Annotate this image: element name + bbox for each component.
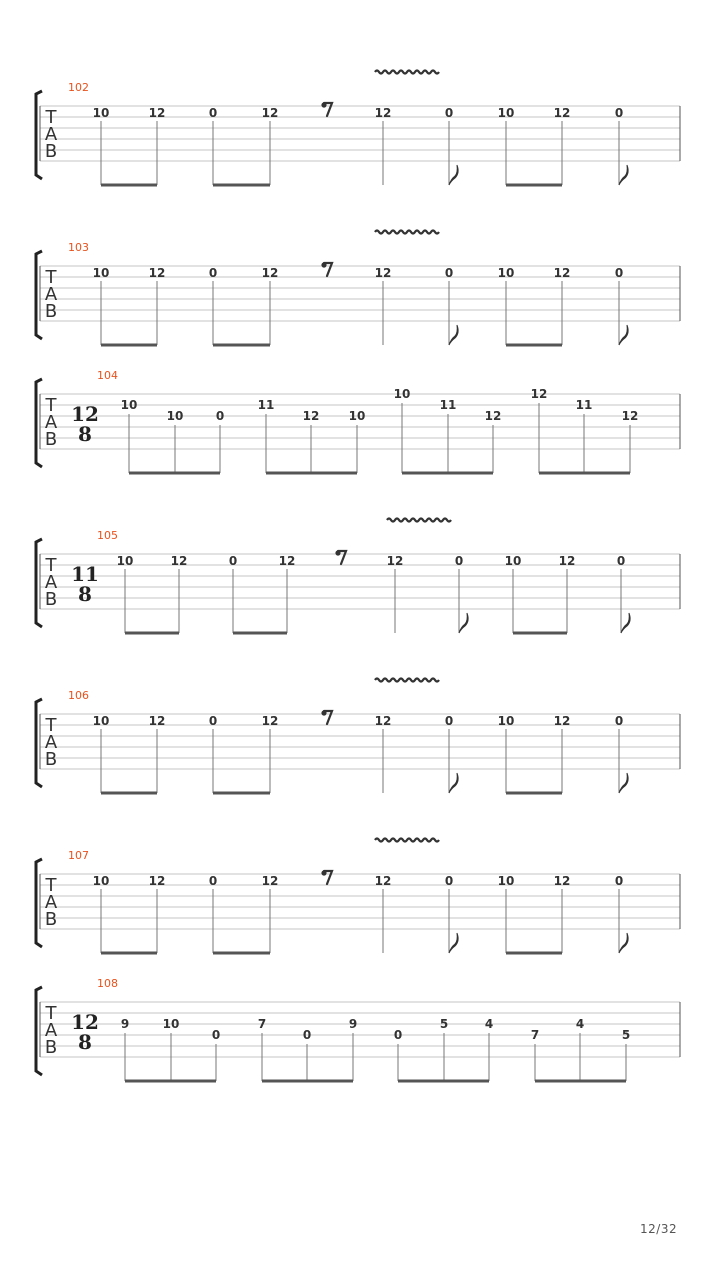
fret-number: 12 xyxy=(621,409,639,423)
note-flag xyxy=(459,613,468,633)
fret-number: 12 xyxy=(148,874,166,888)
fret-number: 0 xyxy=(614,714,624,728)
eighth-rest-dot xyxy=(321,870,326,875)
tab-clef-letter: A xyxy=(44,284,58,305)
tab-clef-letter: T xyxy=(45,875,57,896)
fret-number: 10 xyxy=(393,387,411,401)
vibrato-mark xyxy=(375,839,439,842)
time-signature-denominator: 8 xyxy=(78,422,92,446)
fret-number: 0 xyxy=(454,554,464,568)
tab-clef-letter: B xyxy=(44,909,58,930)
fret-number: 11 xyxy=(575,398,593,412)
fret-number: 12 xyxy=(553,106,571,120)
fret-number: 12 xyxy=(261,874,279,888)
tab-clef-letter: T xyxy=(45,1003,57,1024)
fret-number: 10 xyxy=(504,554,522,568)
measure-number: 103 xyxy=(68,241,89,254)
fret-number: 10 xyxy=(92,714,110,728)
measure-number: 105 xyxy=(97,529,118,542)
measure-number: 106 xyxy=(68,689,89,702)
tab-clef-letter: B xyxy=(44,1037,58,1058)
fret-number: 10 xyxy=(92,266,110,280)
fret-number: 12 xyxy=(148,714,166,728)
fret-number: 12 xyxy=(386,554,404,568)
note-flag xyxy=(449,773,458,793)
fret-number: 10 xyxy=(497,874,515,888)
fret-number: 0 xyxy=(211,1028,221,1042)
measure-number: 107 xyxy=(68,849,89,862)
fret-number: 0 xyxy=(616,554,626,568)
page-number: 12/32 xyxy=(640,1222,678,1236)
fret-number: 12 xyxy=(261,714,279,728)
fret-number: 0 xyxy=(444,106,454,120)
fret-number: 0 xyxy=(614,874,624,888)
time-signature-denominator: 8 xyxy=(78,1030,92,1054)
system-bracket xyxy=(36,539,42,627)
fret-number: 12 xyxy=(374,874,392,888)
fret-number: 0 xyxy=(444,714,454,728)
fret-number: 12 xyxy=(170,554,188,568)
fret-number: 0 xyxy=(208,874,218,888)
fret-number: 12 xyxy=(553,874,571,888)
fret-number: 11 xyxy=(257,398,275,412)
fret-number: 4 xyxy=(575,1017,585,1031)
fret-number: 12 xyxy=(302,409,320,423)
tab-clef-letter: A xyxy=(44,412,58,433)
measure-number: 108 xyxy=(97,977,118,990)
system-bracket xyxy=(36,859,42,947)
tab-clef-letter: B xyxy=(44,749,58,770)
fret-number: 12 xyxy=(261,266,279,280)
fret-number: 12 xyxy=(278,554,296,568)
system-bracket xyxy=(36,251,42,339)
fret-number: 12 xyxy=(530,387,548,401)
fret-number: 0 xyxy=(215,409,225,423)
fret-number: 12 xyxy=(558,554,576,568)
fret-number: 4 xyxy=(484,1017,494,1031)
fret-number: 0 xyxy=(614,266,624,280)
fret-number: 0 xyxy=(208,714,218,728)
fret-number: 10 xyxy=(116,554,134,568)
fret-number: 0 xyxy=(444,874,454,888)
fret-number: 0 xyxy=(208,106,218,120)
note-flag xyxy=(619,325,628,345)
tab-clef-letter: T xyxy=(45,107,57,128)
note-flag xyxy=(619,933,628,953)
time-signature-numerator: 12 xyxy=(71,1010,99,1034)
fret-number: 0 xyxy=(228,554,238,568)
fret-number: 7 xyxy=(530,1028,540,1042)
tab-clef-letter: T xyxy=(45,395,57,416)
vibrato-mark xyxy=(387,519,451,522)
fret-number: 10 xyxy=(92,106,110,120)
fret-number: 0 xyxy=(208,266,218,280)
fret-number: 0 xyxy=(302,1028,312,1042)
time-signature-numerator: 11 xyxy=(71,562,99,586)
fret-number: 11 xyxy=(439,398,457,412)
tab-clef-letter: B xyxy=(44,141,58,162)
fret-number: 12 xyxy=(374,714,392,728)
fret-number: 0 xyxy=(444,266,454,280)
time-signature-denominator: 8 xyxy=(78,582,92,606)
fret-number: 9 xyxy=(348,1017,358,1031)
fret-number: 12 xyxy=(374,106,392,120)
fret-number: 10 xyxy=(497,106,515,120)
fret-number: 10 xyxy=(348,409,366,423)
tab-clef-letter: A xyxy=(44,732,58,753)
tab-clef-letter: B xyxy=(44,429,58,450)
fret-number: 10 xyxy=(162,1017,180,1031)
note-flag xyxy=(449,933,458,953)
eighth-rest-dot xyxy=(335,550,340,555)
fret-number: 12 xyxy=(148,266,166,280)
tab-clef-letter: A xyxy=(44,124,58,145)
note-flag xyxy=(449,325,458,345)
system-bracket xyxy=(36,91,42,179)
eighth-rest-dot xyxy=(321,102,326,107)
eighth-rest-dot xyxy=(321,710,326,715)
note-flag xyxy=(449,165,458,185)
tab-clef-letter: A xyxy=(44,1020,58,1041)
fret-number: 12 xyxy=(553,266,571,280)
tab-clef-letter: A xyxy=(44,572,58,593)
fret-number: 10 xyxy=(120,398,138,412)
eighth-rest-dot xyxy=(321,262,326,267)
tab-clef-letter: T xyxy=(45,267,57,288)
system-bracket xyxy=(36,699,42,787)
fret-number: 10 xyxy=(497,714,515,728)
fret-number: 0 xyxy=(614,106,624,120)
fret-number: 12 xyxy=(374,266,392,280)
fret-number: 9 xyxy=(120,1017,130,1031)
fret-number: 10 xyxy=(92,874,110,888)
measure-number: 104 xyxy=(97,369,118,382)
fret-number: 12 xyxy=(553,714,571,728)
tab-clef-letter: T xyxy=(45,555,57,576)
vibrato-mark xyxy=(375,71,439,74)
tab-clef-letter: T xyxy=(45,715,57,736)
fret-number: 12 xyxy=(148,106,166,120)
fret-number: 10 xyxy=(497,266,515,280)
fret-number: 12 xyxy=(484,409,502,423)
fret-number: 5 xyxy=(439,1017,449,1031)
note-flag xyxy=(621,613,630,633)
note-flag xyxy=(619,165,628,185)
note-flag xyxy=(619,773,628,793)
vibrato-mark xyxy=(375,231,439,234)
fret-number: 7 xyxy=(257,1017,267,1031)
system-bracket xyxy=(36,987,42,1075)
tab-clef-letter: B xyxy=(44,301,58,322)
fret-number: 12 xyxy=(261,106,279,120)
measure-number: 102 xyxy=(68,81,89,94)
tab-clef-letter: B xyxy=(44,589,58,610)
fret-number: 5 xyxy=(621,1028,631,1042)
time-signature-numerator: 12 xyxy=(71,402,99,426)
fret-number: 10 xyxy=(166,409,184,423)
vibrato-mark xyxy=(375,679,439,682)
fret-number: 0 xyxy=(393,1028,403,1042)
system-bracket xyxy=(36,379,42,467)
tab-clef-letter: A xyxy=(44,892,58,913)
